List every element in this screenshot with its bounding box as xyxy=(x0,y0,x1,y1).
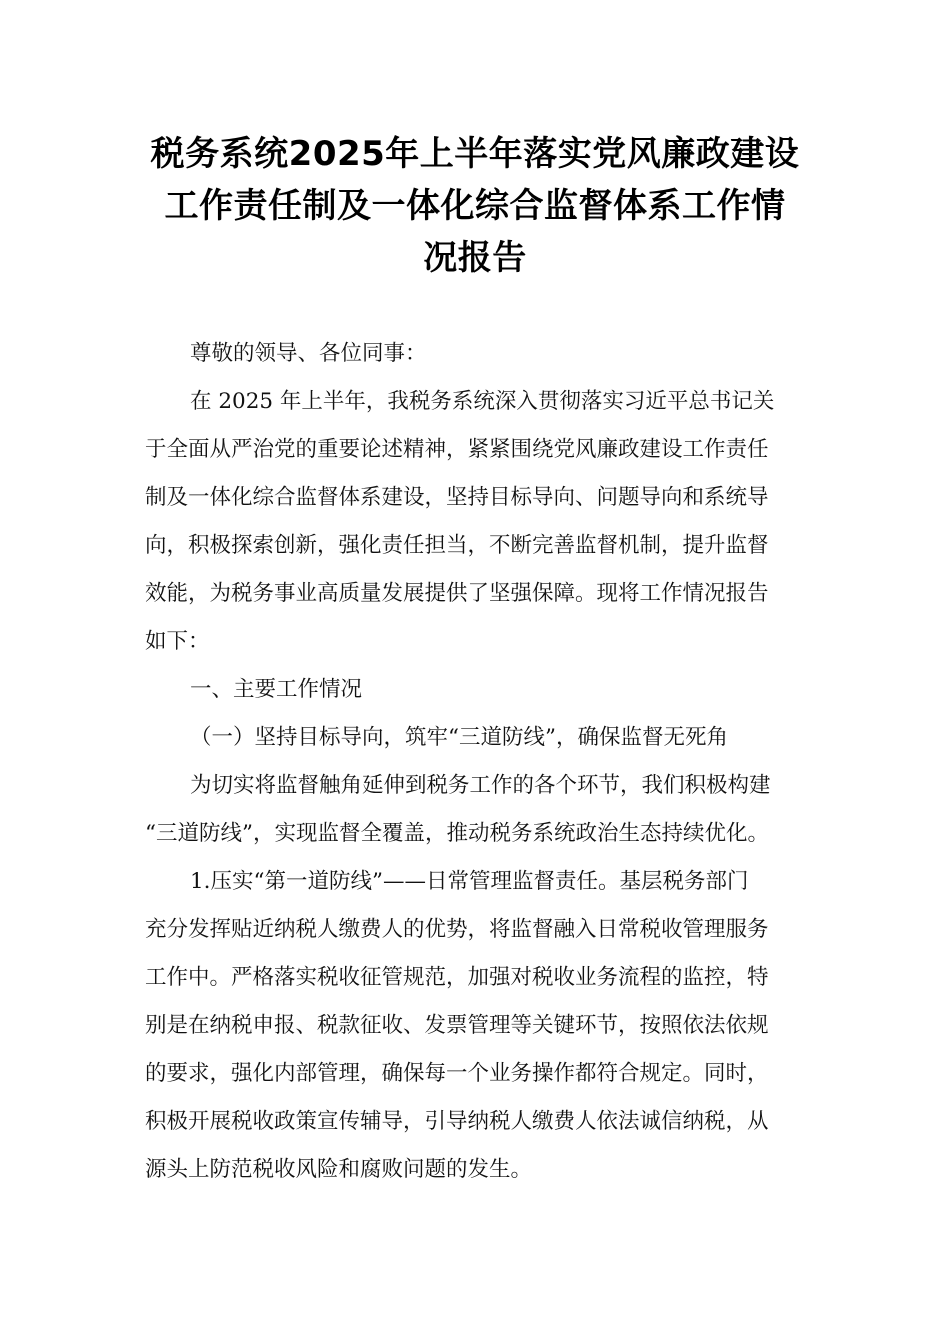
paragraph-3-line-3: 工作中。严格落实税收征管规范，加强对税收业务流程的监控，特 xyxy=(145,965,769,990)
salutation: 尊敬的领导、各位同事： xyxy=(190,341,427,366)
paragraph-1-line-2: 于全面从严治党的重要论述精神，紧紧围绕党风廉政建设工作责任 xyxy=(145,437,769,462)
paragraph-3-line-4: 别是在纳税申报、税款征收、发票管理等关键环节，按照依法依规 xyxy=(145,1013,769,1038)
subsection-1-heading: （一）坚持目标导向，筑牢“三道防线”，确保监督无死角 xyxy=(190,725,728,750)
paragraph-1-line-1: 在 2025 年上半年，我税务系统深入贯彻落实习近平总书记关 xyxy=(190,389,775,414)
paragraph-1-line-5: 效能，为税务事业高质量发展提供了坚强保障。现将工作情况报告 xyxy=(145,581,769,606)
paragraph-3-line-5: 的要求，强化内部管理，确保每一个业务操作都符合规定。同时， xyxy=(145,1061,769,1086)
paragraph-3-line-6: 积极开展税收政策宣传辅导，引导纳税人缴费人依法诚信纳税，从 xyxy=(145,1109,769,1134)
paragraph-1-line-4: 向，积极探索创新，强化责任担当，不断完善监督机制，提升监督 xyxy=(145,533,769,558)
document-body xyxy=(145,330,805,1194)
title-line-1: 税务系统2025年上半年落实党风廉政建设 xyxy=(150,134,800,174)
document-title xyxy=(140,128,810,284)
paragraph-1-line-3: 制及一体化综合监督体系建设，坚持目标导向、问题导向和系统导 xyxy=(145,485,769,510)
paragraph-1-line-6: 如下： xyxy=(145,629,210,654)
section-1-heading: 一、主要工作情况 xyxy=(190,677,363,702)
paragraph-2-line-1: 为切实将监督触角延伸到税务工作的各个环节，我们积极构建 xyxy=(190,773,771,798)
paragraph-3-line-7: 源头上防范税收风险和腐败问题的发生。 xyxy=(145,1157,533,1182)
title-line-2: 工作责任制及一体化综合监督体系工作情 xyxy=(164,186,786,226)
paragraph-3-line-1: 1.压实“第一道防线”——日常管理监督责任。基层税务部门 xyxy=(190,869,749,894)
paragraph-3-line-2: 充分发挥贴近纳税人缴费人的优势，将监督融入日常税收管理服务 xyxy=(145,917,769,942)
paragraph-2-line-2: “三道防线”，实现监督全覆盖，推动税务系统政治生态持续优化。 xyxy=(145,821,769,846)
title-line-3: 况报告 xyxy=(423,238,527,278)
